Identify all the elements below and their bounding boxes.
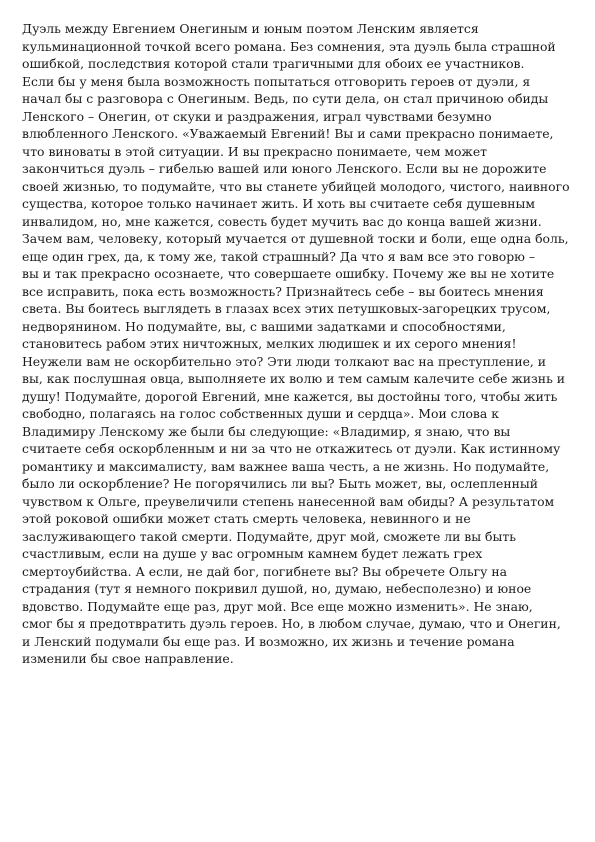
text-line: свободно, полагаясь на голос собственных души и сердца». Мои слова к — [22, 406, 499, 421]
text-line: инвалидом, но, мне кажется, совесть будет мучить вас до конца вашей жизни. — [22, 213, 542, 229]
text-line: закончиться дуэль – гибелью вашей или юного Ленского. Если вы не дорожите — [22, 161, 547, 176]
essay-text — [22, 20, 572, 668]
text-line: Владимиру Ленскому же были бы следующие: «Владимир, я знаю, что вы — [22, 423, 511, 439]
text-line: и Ленский подумали бы еще раз. И возможно, их жизнь и течение романа — [22, 633, 515, 649]
text-line: Неужели вам не оскорбительно это? Эти люди толкают вас на преступление, и — [22, 353, 547, 369]
text-line: заслуживающего такой смерти. Подумайте, друг мой, сможете ли вы быть — [22, 528, 516, 544]
text-line: смог бы я предотвратить дуэль героев. Но, в любом случае, думаю, что и Онегин, — [22, 616, 561, 631]
text-line: еще один грех, да, к тому же, такой страшный? Да что я вам все это говорю – — [22, 248, 536, 264]
text-line: что виноваты в этой ситуации. И вы прекрасно понимаете, чем может — [22, 143, 488, 159]
text-line: считаете себя оскорбленным и ни за что не откажитесь от дуэли. Как истинному — [22, 441, 561, 456]
text-line: Дуэль между Евгением Онегиным и юным поэтом Ленским является — [22, 21, 479, 36]
text-line: существа, которое только начинает жить. И хоть вы считаете себя душевным — [22, 196, 535, 211]
text-line: смертоубийства. А если, не дай бог, погибнете вы? Вы обречете Ольгу на — [22, 563, 508, 579]
text-line: начал бы с разговора с Онегиным. Ведь, по сути дела, он стал причиною обиды — [22, 91, 549, 106]
text-line: страдания (тут я немного покривил душой, но, думаю, небесполезно) и юное — [22, 581, 532, 596]
text-line: вы, как послушная овца, выполняете их волю и тем самым калечите себе жизнь и — [22, 371, 566, 386]
text-line: изменили бы свое направление. — [22, 651, 234, 666]
text-line: недворянином. Но подумайте, вы, с вашими задатками и способностями, — [22, 318, 506, 334]
text-line: душу! Подумайте, дорогой Евгений, мне кажется, вы достойны того, чтобы жить — [22, 388, 558, 404]
text-line: Ленского – Онегин, от скуки и раздражения, играл чувствами безумно — [22, 108, 492, 124]
text-line: чувством к Ольге, преувеличили степень нанесенной вам обиды? А результатом — [22, 493, 555, 509]
text-line: кульминационной точкой всего романа. Без сомнения, эта дуэль была страшной — [22, 38, 556, 54]
text-line: света. Вы боитесь выглядеть в глазах всех этих петушковых-загорецких трусом, — [22, 301, 551, 316]
text-line: становитесь рабом этих ничтожных, мелких людишек и их серого мнения! — [22, 336, 517, 351]
text-line: вдовство. Подумайте еще раз, друг мой. Все еще можно изменить». Не знаю, — [22, 598, 533, 614]
text-line: было ли оскорбление? Не погорячились ли вы? Быть может, вы, ослепленный — [22, 476, 538, 491]
text-line: этой роковой ошибки может стать смерть человека, невинного и не — [22, 511, 471, 526]
text-line: романтику и максималисту, вам важнее ваша честь, а не жизнь. Но подумайте, — [22, 458, 550, 474]
text-line: Если бы у меня была возможность попытаться отговорить героев от дуэли, я — [22, 73, 531, 89]
text-line: все исправить, пока есть возможность? Признайтесь себе – вы боитесь мнения — [22, 283, 544, 299]
text-line: влюбленного Ленского. «Уважаемый Евгений! Вы и сами прекрасно понимаете, — [22, 126, 554, 141]
text-line: счастливым, если на душе у вас огромным камнем будет лежать грех — [22, 546, 483, 561]
text-line: ошибкой, последствия которой стали трагичными для обоих ее участников. — [22, 56, 525, 71]
text-line: своей жизнью, то подумайте, что вы станете убийцей молодого, чистого, наивного — [22, 178, 570, 194]
text-line: Зачем вам, человеку, который мучается от душевной тоски и боли, еще одна боль, — [22, 231, 569, 246]
text-line: вы и так прекрасно осознаете, что совершаете ошибку. Почему же вы не хотите — [22, 266, 555, 281]
